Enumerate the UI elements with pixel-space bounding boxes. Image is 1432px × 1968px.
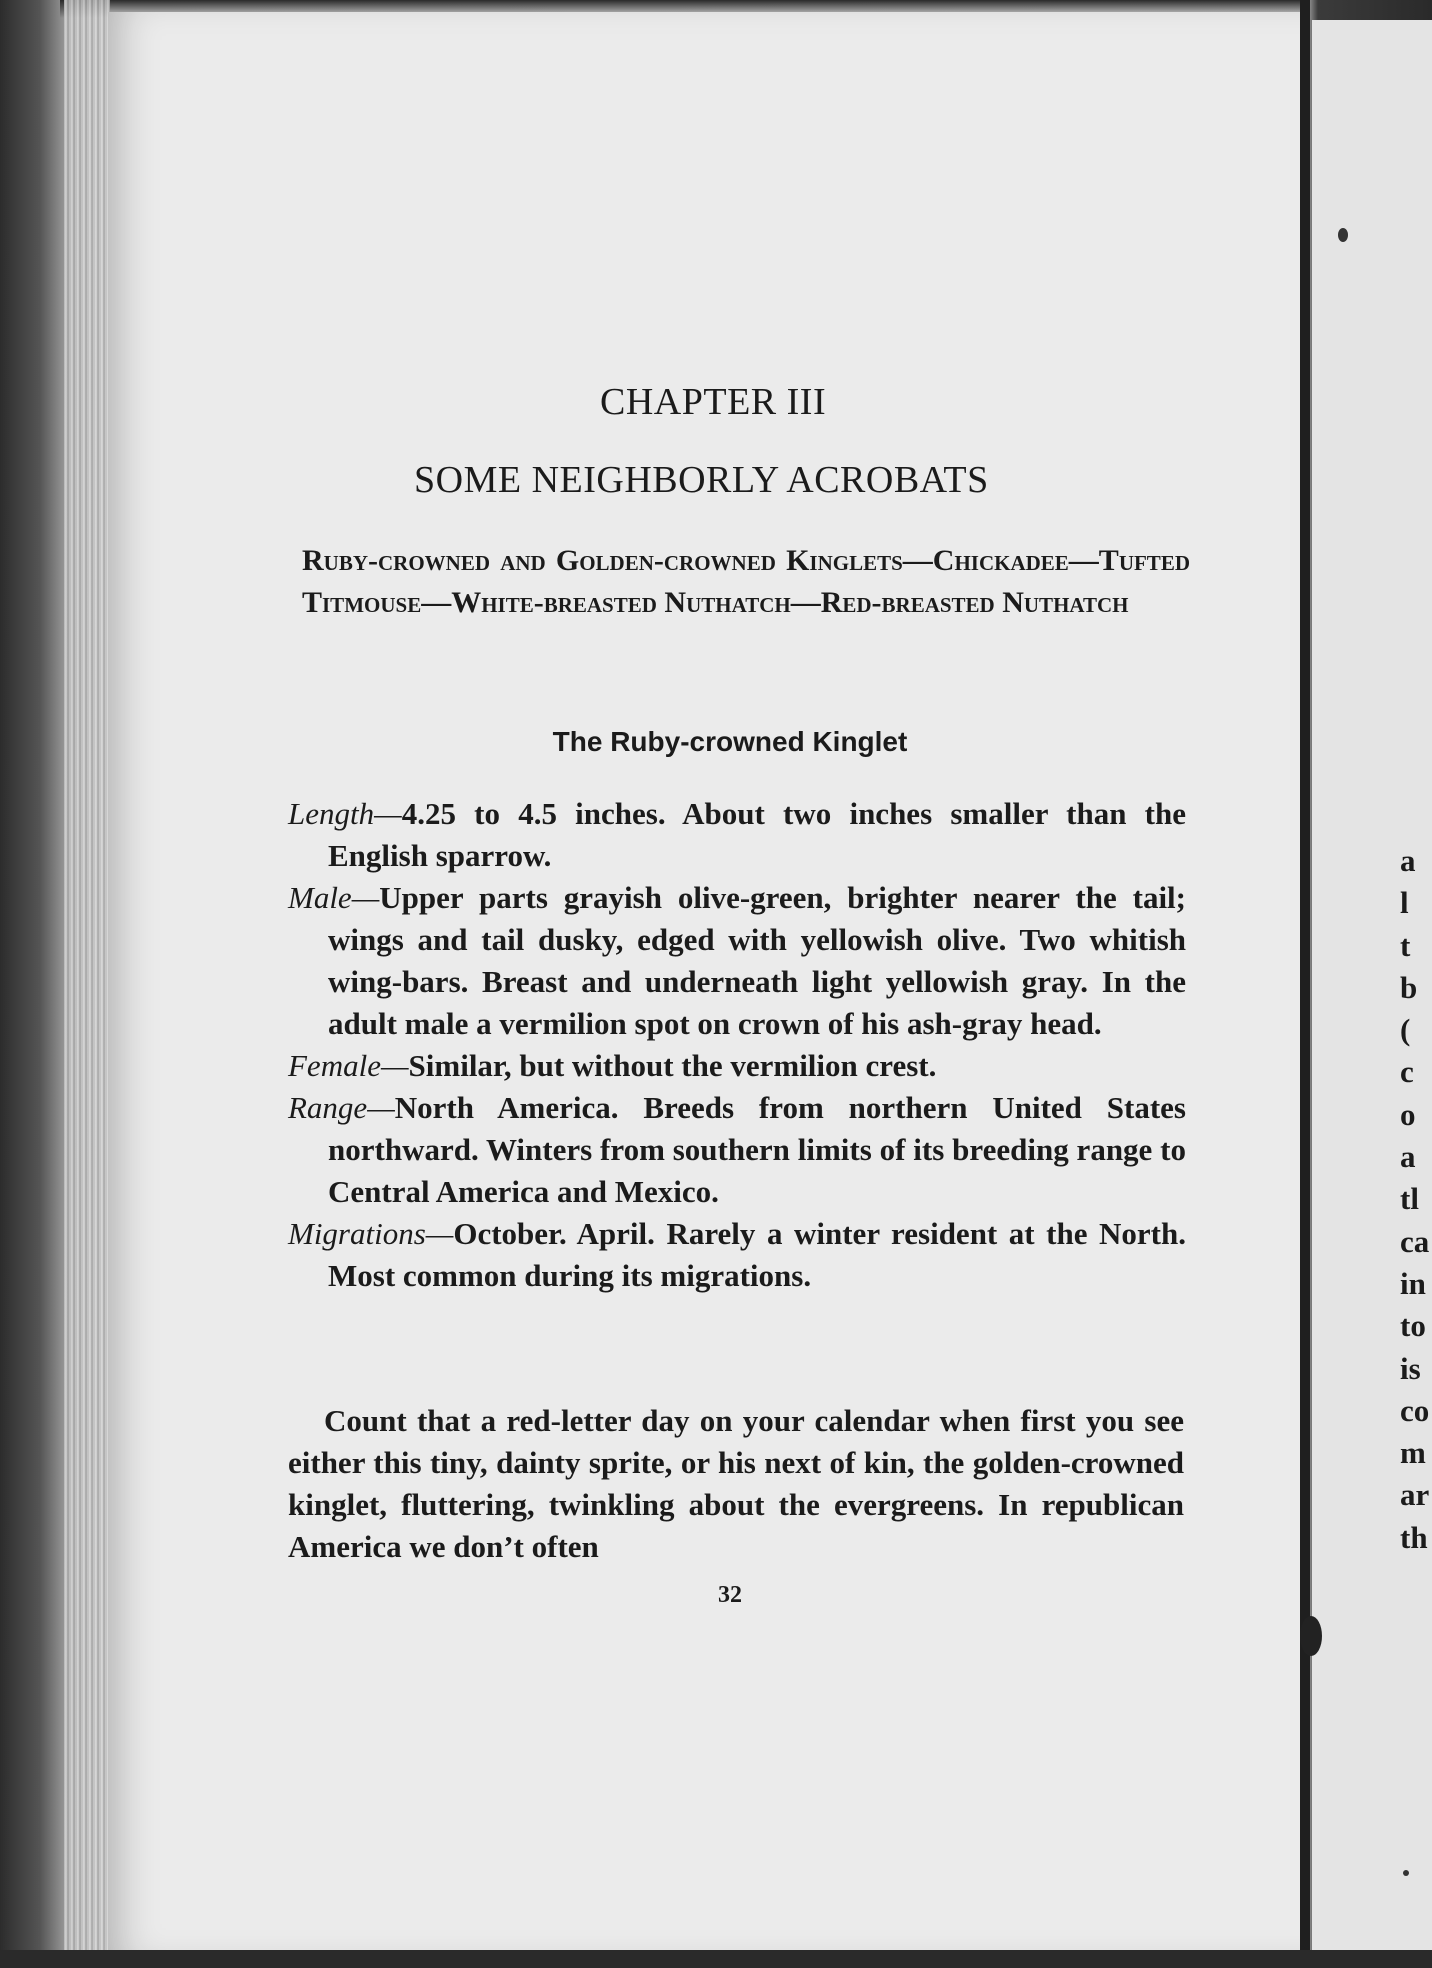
facing-page-fragment: to <box>1400 1308 1426 1344</box>
fact-female <box>288 1045 1186 1087</box>
fact-text: October. April. Rarely a winter resident at the North. Most common during its migrations. <box>328 1216 1186 1293</box>
fact-range <box>288 1087 1186 1213</box>
facing-page-fragment: ( <box>1400 1012 1411 1048</box>
facing-page-fragment: c <box>1400 1054 1414 1090</box>
scan-speck <box>1338 228 1348 242</box>
fact-male <box>288 877 1186 1045</box>
facing-page-fragment: tl <box>1400 1181 1419 1217</box>
body-paragraph <box>288 1400 1184 1568</box>
book-gutter <box>1300 0 1310 1968</box>
section-heading: The Ruby-crowned Kinglet <box>552 726 908 757</box>
fact-text: Similar, but without the vermilion crest. <box>408 1048 937 1083</box>
facing-page-fragment: is <box>1400 1350 1421 1386</box>
facing-page-fragment: o <box>1400 1096 1416 1132</box>
page-edges <box>64 0 110 1968</box>
fact-label: Migrations— <box>288 1216 454 1251</box>
bottom-border <box>0 1950 1432 1968</box>
facing-page-fragment: th <box>1400 1519 1428 1555</box>
fact-label: Length— <box>288 796 402 831</box>
facing-page-fragment: m <box>1400 1435 1426 1471</box>
facing-page-fragment: co <box>1400 1392 1430 1428</box>
fact-label: Female— <box>288 1048 409 1083</box>
facing-page-fragment: t <box>1400 927 1411 963</box>
fact-migrations <box>288 1213 1186 1297</box>
fact-text: Upper parts grayish olive-green, brighter nearer the tail; wings and tail dusky, edged with yellowish olive. Two whitish wing-bars. Breast and underneath light yellowish gray. In the adult male a vermilion spot on crown of his ash-gray head. <box>328 880 1186 1041</box>
facing-page-fragment: ar <box>1400 1477 1430 1513</box>
facing-page-fragment: a <box>1400 1139 1416 1175</box>
chapter-title: SOME NEIGHBORLY ACROBATS <box>414 459 989 501</box>
facing-page-fragment: b <box>1400 969 1418 1005</box>
body-text: Count that a red-letter day on your calendar when first you see either this tiny, dainty sprite, or his next of kin, the golden-crowned kinglet, fluttering, twinkling about the evergreens. In republican America we don’t often <box>288 1403 1184 1564</box>
facing-page-fragment: l <box>1400 885 1409 921</box>
facing-page-fragment: ca <box>1400 1223 1430 1259</box>
page-number: 32 <box>718 1582 742 1608</box>
fact-text: 4.25 to 4.5 inches. About two inches smaller than the English sparrow. <box>328 796 1186 873</box>
fact-label: Range— <box>288 1090 395 1125</box>
fact-label: Male— <box>288 880 380 915</box>
facing-page-fragment: a <box>1400 843 1416 878</box>
species-facts <box>288 793 1186 1297</box>
scan-speck <box>1403 1870 1409 1876</box>
chapter-subjects: Ruby-crowned and Golden-crowned Kinglets—Chickadee—Tufted Titmouse—White-breasted Nuthatch—Red-breasted Nuthatch <box>302 544 1190 619</box>
chapter-number: CHAPTER III <box>600 381 827 423</box>
facing-page-text-fragments <box>1400 840 1432 1559</box>
scan-speck <box>1300 1616 1322 1656</box>
facing-page-fragment: in <box>1400 1265 1426 1301</box>
fact-length <box>288 793 1186 877</box>
fact-text: North America. Breeds from northern United States northward. Winters from southern limits of its breeding range to Central America and Mexico. <box>328 1090 1186 1209</box>
